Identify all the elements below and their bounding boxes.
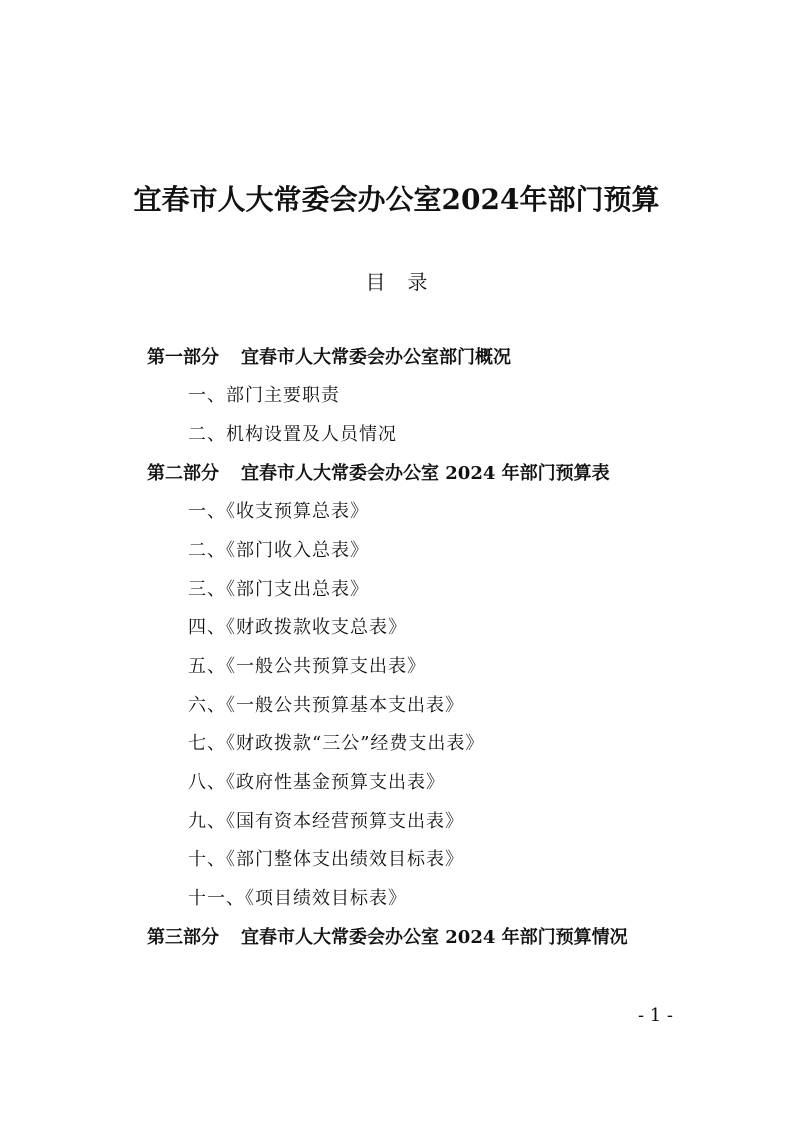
toc-item: 九、《国有资本经营预算支出表》 — [188, 811, 464, 832]
toc-heading-left: 目 — [365, 270, 386, 294]
toc-item: 十、《部门整体支出绩效目标表》 — [188, 849, 464, 870]
toc-item: 五、《一般公共预算支出表》 — [188, 656, 426, 677]
toc-part-name: 宜春市人大常委会办公室 2024 年部门预算情况 — [241, 927, 628, 948]
toc-item: 一、《收支预算总表》 — [188, 501, 369, 522]
toc-item: 一、部门主要职责 — [188, 385, 340, 406]
toc-part-2 — [147, 462, 610, 486]
toc-item: 七、《财政拨款“三公”经费支出表》 — [188, 733, 485, 754]
toc-part-number: 第二部分 — [147, 463, 219, 484]
toc-item: 二、《部门收入总表》 — [188, 540, 369, 561]
toc-part-number: 第三部分 — [147, 927, 219, 948]
toc-item: 二、机构设置及人员情况 — [188, 424, 397, 445]
toc-item: 三、《部门支出总表》 — [188, 579, 369, 600]
page-number-text: - 1 - — [637, 1005, 673, 1026]
document-title: 宜春市人大常委会办公室2024年部门预算 — [133, 183, 660, 216]
toc-part-3 — [147, 926, 628, 950]
toc-part-name: 宜春市人大常委会办公室 2024 年部门预算表 — [241, 463, 610, 484]
toc-item: 四、《财政拨款收支总表》 — [188, 617, 407, 638]
page-number — [0, 1005, 793, 1026]
toc-item: 六、《一般公共预算基本支出表》 — [188, 695, 464, 716]
toc-part-number: 第一部分 — [147, 347, 219, 368]
toc-part-name: 宜春市人大常委会办公室部门概况 — [241, 347, 511, 368]
toc-item: 十一、《项目绩效目标表》 — [188, 888, 407, 909]
toc-item: 八、《政府性基金预算支出表》 — [188, 772, 445, 793]
toc-heading-right: 录 — [407, 270, 428, 294]
toc-part-1 — [147, 346, 511, 370]
